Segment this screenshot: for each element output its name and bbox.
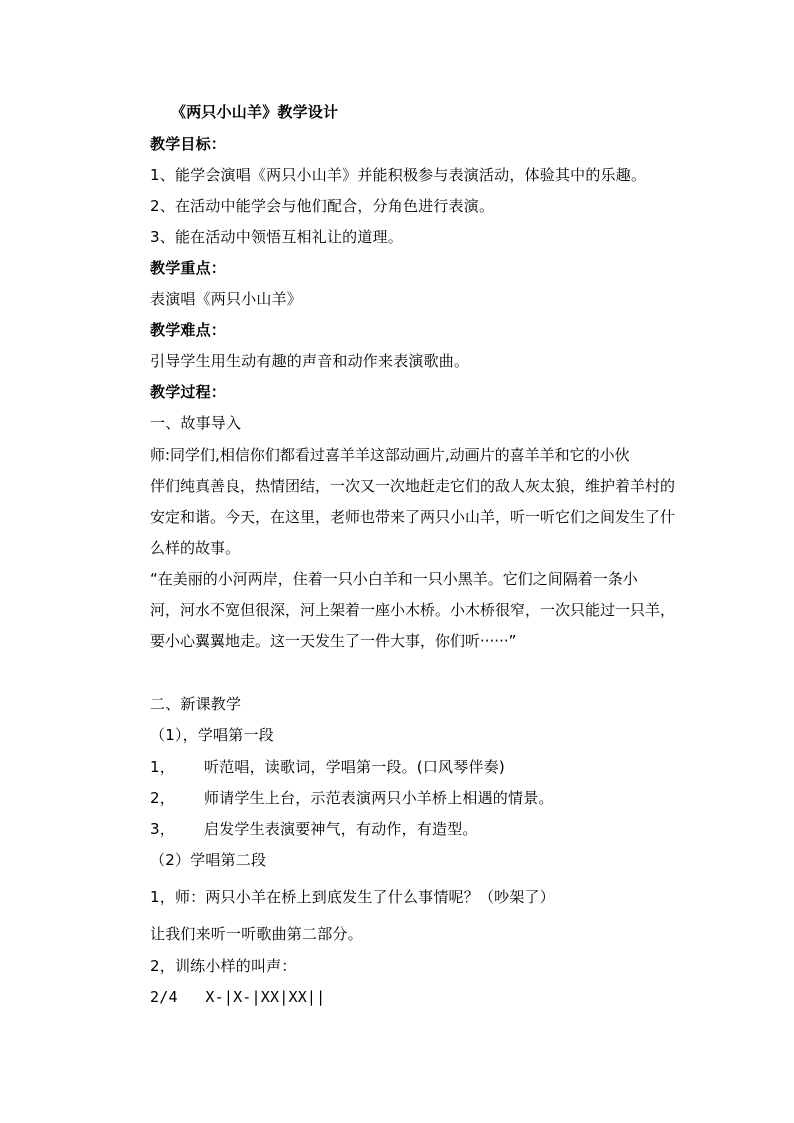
goal-item-2: 2、在活动中能学会与他们配合，分角色进行表演。 xyxy=(150,197,495,215)
paragraph-line: 么样的故事。 xyxy=(150,539,241,557)
paragraph-line: 河，河水不宽但很深，河上架着一座小木桥。小木桥很窄，一次只能过一只羊， xyxy=(150,601,676,619)
part-2-line-1: 1，师：两只小羊在桥上到底发生了什么事情呢？（吵架了） xyxy=(150,888,555,906)
step-number: 2， xyxy=(150,789,175,807)
process-heading: 教学过程： xyxy=(150,383,227,401)
part-2-heading: （2）学唱第二段 xyxy=(150,851,267,869)
paragraph-line: 师:同学们,相信你们都看过喜羊羊这部动画片,动画片的喜羊羊和它的小伙 xyxy=(150,446,630,464)
document-title: 《两只小山羊》教学设计 xyxy=(171,103,339,121)
step-item-1 xyxy=(150,757,505,777)
key-points-text: 表演唱《两只小山羊》 xyxy=(150,290,303,308)
part-1-heading: （1），学唱第一段 xyxy=(150,726,274,744)
section-heading-story: 一、故事导入 xyxy=(150,414,242,432)
difficulty-heading: 教学难点： xyxy=(150,321,227,339)
step-item-2 xyxy=(150,788,554,808)
step-number: 1， xyxy=(150,758,175,776)
paragraph-line: 安定和谐。今天，在这里，老师也带来了两只小山羊，听一听它们之间发生了什 xyxy=(150,508,676,526)
paragraph-line: 要小心翼翼地走。这一天发生了一件大事，你们听······” xyxy=(150,632,517,650)
part-2-line-3: 2，训练小样的叫声： xyxy=(150,957,297,975)
story-paragraph xyxy=(150,564,698,657)
part-2-line-2: 让我们来听一听歌曲第二部分。 xyxy=(150,925,363,943)
paragraph-line: “在美丽的小河两岸，住着一只小白羊和一只小黑羊。它们之间隔着一条小 xyxy=(150,570,638,588)
step-text: 师请学生上台，示范表演两只小羊桥上相遇的情景。 xyxy=(204,789,554,807)
difficulty-text: 引导学生用生动有趣的声音和动作来表演歌曲。 xyxy=(150,352,470,370)
teacher-intro-paragraph xyxy=(150,440,698,564)
step-text: 听范唱，读歌词，学唱第一段。(口风琴伴奏) xyxy=(204,758,505,776)
key-points-heading: 教学重点： xyxy=(150,259,227,277)
section-heading-new-lesson: 二、新课教学 xyxy=(150,695,242,713)
step-number: 3， xyxy=(150,820,175,838)
goal-item-3: 3、能在活动中领悟互相礼让的道理。 xyxy=(150,228,403,246)
paragraph-line: 伴们纯真善良，热情团结，一次又一次地赶走它们的敌人灰太狼，维护着羊村的 xyxy=(150,477,676,495)
goals-heading: 教学目标： xyxy=(150,135,227,153)
step-text: 启发学生表演要神气，有动作，有造型。 xyxy=(204,820,478,838)
rhythm-notation: 2/4 X-|X-|XX|XX|| xyxy=(150,988,326,1006)
step-item-3 xyxy=(150,819,478,839)
goal-item-1: 1、能学会演唱《两只小山羊》并能积极参与表演活动，体验其中的乐趣。 xyxy=(150,166,647,184)
